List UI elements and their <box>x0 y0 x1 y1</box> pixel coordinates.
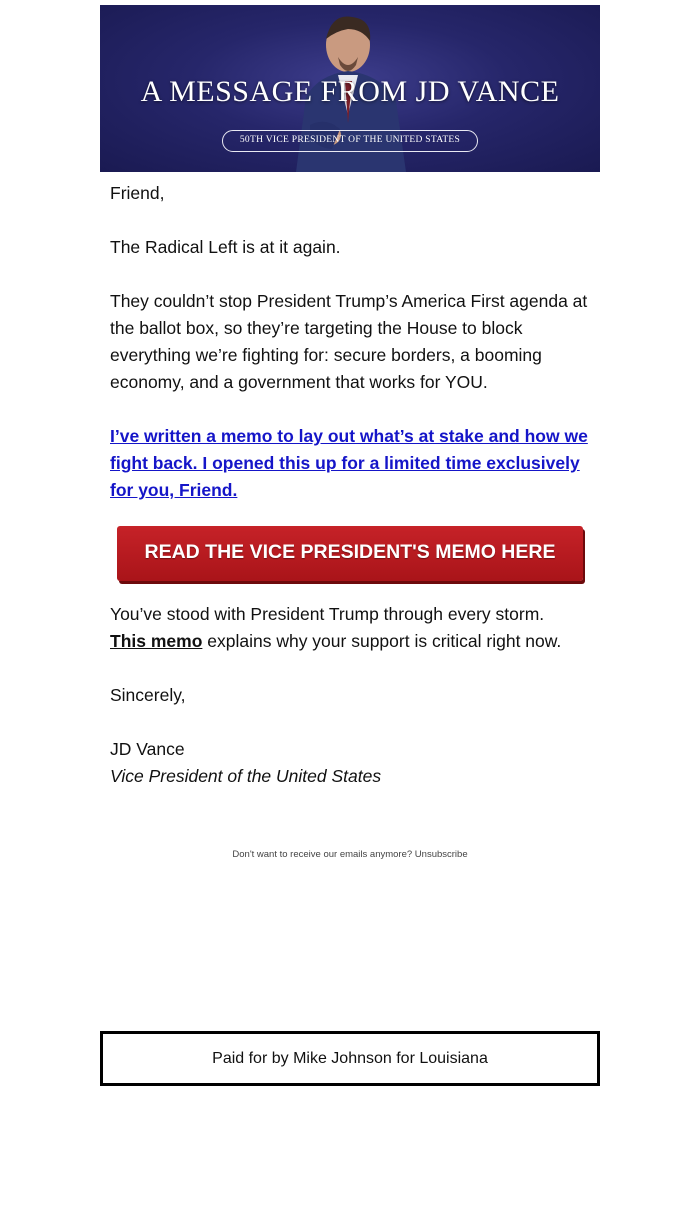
signature <box>110 736 595 790</box>
closing-paragraph <box>110 601 595 655</box>
signature-name: JD Vance <box>110 739 185 759</box>
email-body <box>110 180 595 531</box>
this-memo-link[interactable]: This memo <box>110 631 203 651</box>
unsubscribe-line <box>0 849 700 860</box>
unsubscribe-link[interactable]: Unsubscribe <box>414 849 468 860</box>
paragraph-intro: The Radical Left is at it again. <box>110 237 341 257</box>
signature-title: Vice President of the United States <box>110 766 382 786</box>
signoff: Sincerely, <box>110 685 186 705</box>
paid-for-disclaimer: Paid for by Mike Johnson for Louisiana <box>100 1031 600 1086</box>
memo-paragraph <box>110 423 595 504</box>
closing-line-2: explains why your support is critical right now. <box>202 631 562 651</box>
header-banner <box>100 5 600 172</box>
read-memo-button[interactable]: READ THE VICE PRESIDENT'S MEMO HERE <box>117 526 583 581</box>
banner-subtitle-badge: 50TH VICE PRESIDENT OF THE UNITED STATES <box>222 130 478 152</box>
greeting: Friend, <box>110 183 165 203</box>
email-closing <box>110 601 595 817</box>
memo-link[interactable]: I’ve written a memo to lay out what’s at stake and how we fight back. I opened this up for a limited time exclusively for you, Friend. <box>110 426 588 500</box>
unsubscribe-prompt: Don't want to receive our emails anymore? <box>232 849 415 860</box>
banner-title: A MESSAGE FROM JD VANCE <box>140 75 560 108</box>
closing-line-1: You’ve stood with President Trump through every storm. <box>110 604 545 624</box>
paragraph-main: They couldn’t stop President Trump’s America First agenda at the ballot box, so they’re targeting the House to block everything we’re fighting for: secure borders, a booming economy, and a government that works for YOU. <box>110 291 588 392</box>
